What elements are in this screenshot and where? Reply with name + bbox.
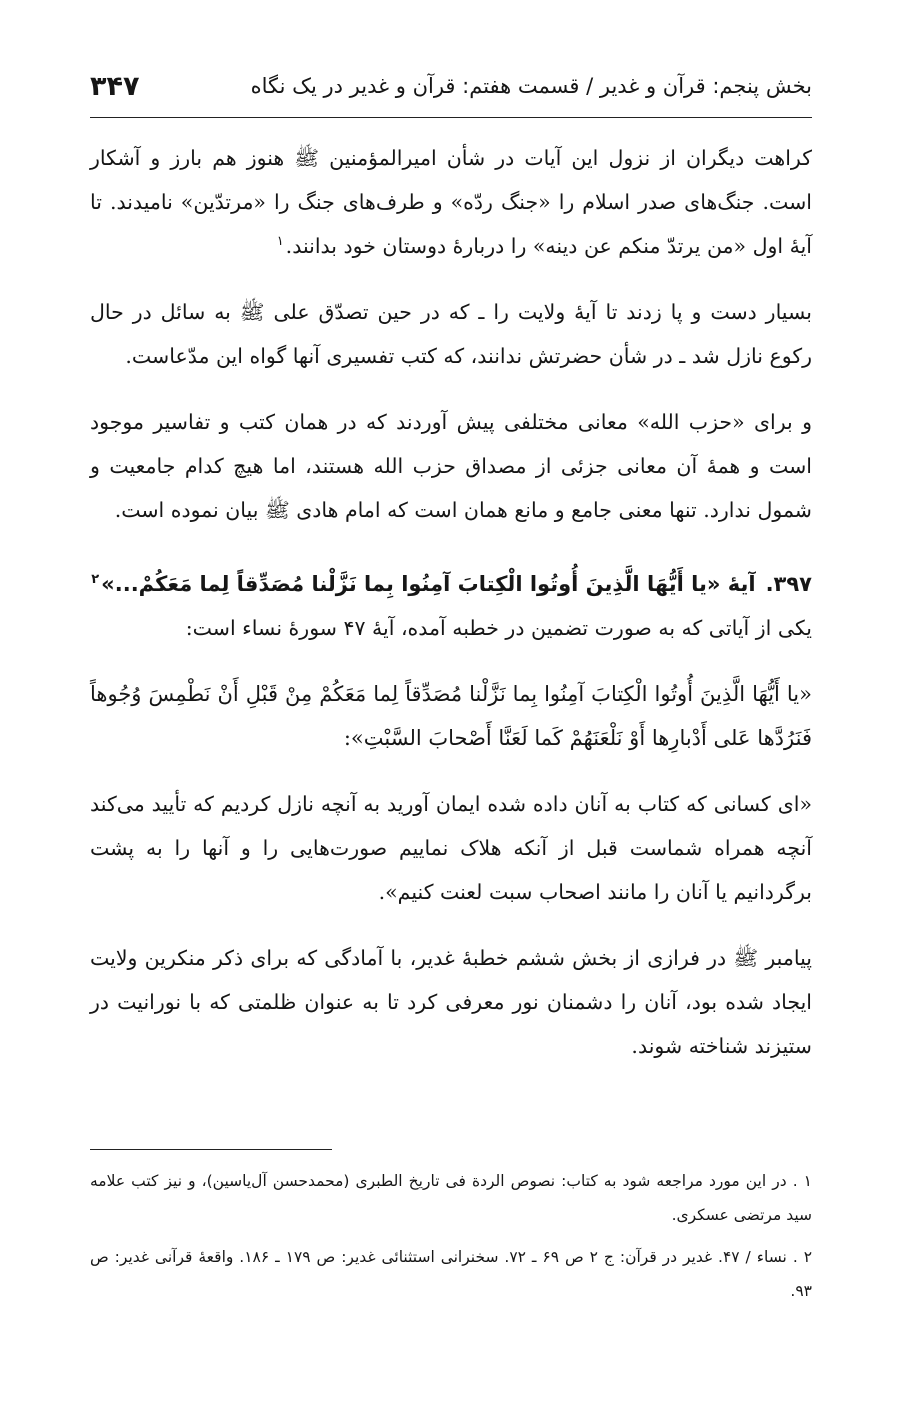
section-number: ۳۹۷.	[765, 572, 812, 596]
paragraph-1-text: کراهت دیگران از نزول این آیات در شأن امیرالمؤمنین ﷺ هنوز هم بارز و آشکار است. جنگ‌های صدر اسلام را «جنگ ردّه» و طرف‌های جنگ را «مرتدّین» نامیدند. تا آیهٔ اول «من یرتدّ منکم عن دینه» را دربارهٔ دوستان خود بدانند.	[90, 146, 812, 258]
footnote-2-marker: ۲ .	[792, 1248, 813, 1266]
footnotes	[90, 1164, 812, 1316]
paragraph-3: و برای «حزب الله» معانی مختلفی پیش آوردند که در همان کتب و تفاسیر موجود است و همهٔ آن معانی جزئی از مصداق حزب الله هستند، اما هیچ کدام جامعیت و شمول ندارد. تنها معنی جامع و مانع همان است که امام هادی ﷺ بیان نموده است.	[90, 410, 812, 522]
quran-verse-quote: «یا أَیُّهَا الَّذِینَ أُوتُوا الْکِتابَ آمِنُوا بِما نَزَّلْنا مُصَدِّقاً لِما مَعَکُمْ مِنْ قَبْلِ أَنْ نَطْمِسَ وُجُوهاً فَنَرُدَّها عَلی أَدْبارِها أَوْ نَلْعَنَهُمْ کَما لَعَنَّا أَصْحابَ السَّبْتِ»:	[90, 682, 812, 750]
running-header-title: بخش پنجم: قرآن و غدیر / قسمت هفتم: قرآن و غدیر در یک نگاه	[250, 74, 812, 98]
header-divider	[90, 117, 812, 118]
footnote-reference-2[interactable]: ۲	[91, 572, 100, 587]
section-intro: یکی از آیاتی که به صورت تضمین در خطبه آمده، آیهٔ ۴۷ سورهٔ نساء است:	[185, 616, 812, 640]
footnote-1-marker: ۱ .	[792, 1172, 812, 1190]
footnote-2	[90, 1240, 812, 1308]
paragraph-1	[90, 136, 812, 268]
section-heading	[90, 562, 812, 606]
footnote-1	[90, 1164, 812, 1232]
paragraph-2: بسیار دست و پا زدند تا آیهٔ ولایت را ـ که در حین تصدّق علی ﷺ به سائل در حال رکوع نازل شد ـ در شأن حضرتش ندانند، که کتب تفسیری آنها گواه این مدّعاست.	[90, 300, 812, 368]
closing-paragraph: پیامبر ﷺ در فرازی از بخش ششم خطبهٔ غدیر، با آمادگی که برای ذکر منکرین ولایت ایجاد شده بود، آنان را دشمنان نور معرفی کرد تا به عنوان ظلمتی که با نورانیت در ستیزند شناخته شوند.	[90, 946, 812, 1058]
footnote-reference-1[interactable]: ۱	[276, 234, 284, 250]
verse-translation: «ای کسانی که کتاب به آنان داده شده ایمان آورید به آنچه نازل کردیم که تأیید می‌کند آنچه همراه شماست قبل از آنکه هلاک نماییم صورت‌هایی را و آنها را به پشت برگردانیم یا آنان را مانند اصحاب سبت لعنت کنیم».	[90, 792, 812, 904]
page-number: ۳۴۷	[90, 70, 140, 102]
footnote-1-text: در این مورد مراجعه شود به کتاب: نصوص الردة فی تاریخ الطبری (محمدحسن آل‌یاسین)، و نیز کتب علامه سید مرتضی عسکری.	[90, 1172, 812, 1224]
running-header	[90, 66, 812, 106]
footnote-divider	[90, 1149, 332, 1150]
book-page	[90, 0, 812, 1405]
footnote-2-text: نساء / ۴۷. غدیر در قرآن: ج ۲ ص ۶۹ ـ ۷۲. سخنرانی استثنائی غدیر: ص ۱۷۹ ـ ۱۸۶. واقعهٔ قرآنی غدیر: ص ۹۳.	[90, 1248, 812, 1300]
main-text	[90, 136, 812, 1090]
section-heading-text: آیهٔ «یا أَیُّهَا الَّذِینَ أُوتُوا الْکِتابَ آمِنُوا بِما نَزَّلْنا مُصَدِّقاً لِما مَعَکُمْ...»	[101, 572, 756, 596]
